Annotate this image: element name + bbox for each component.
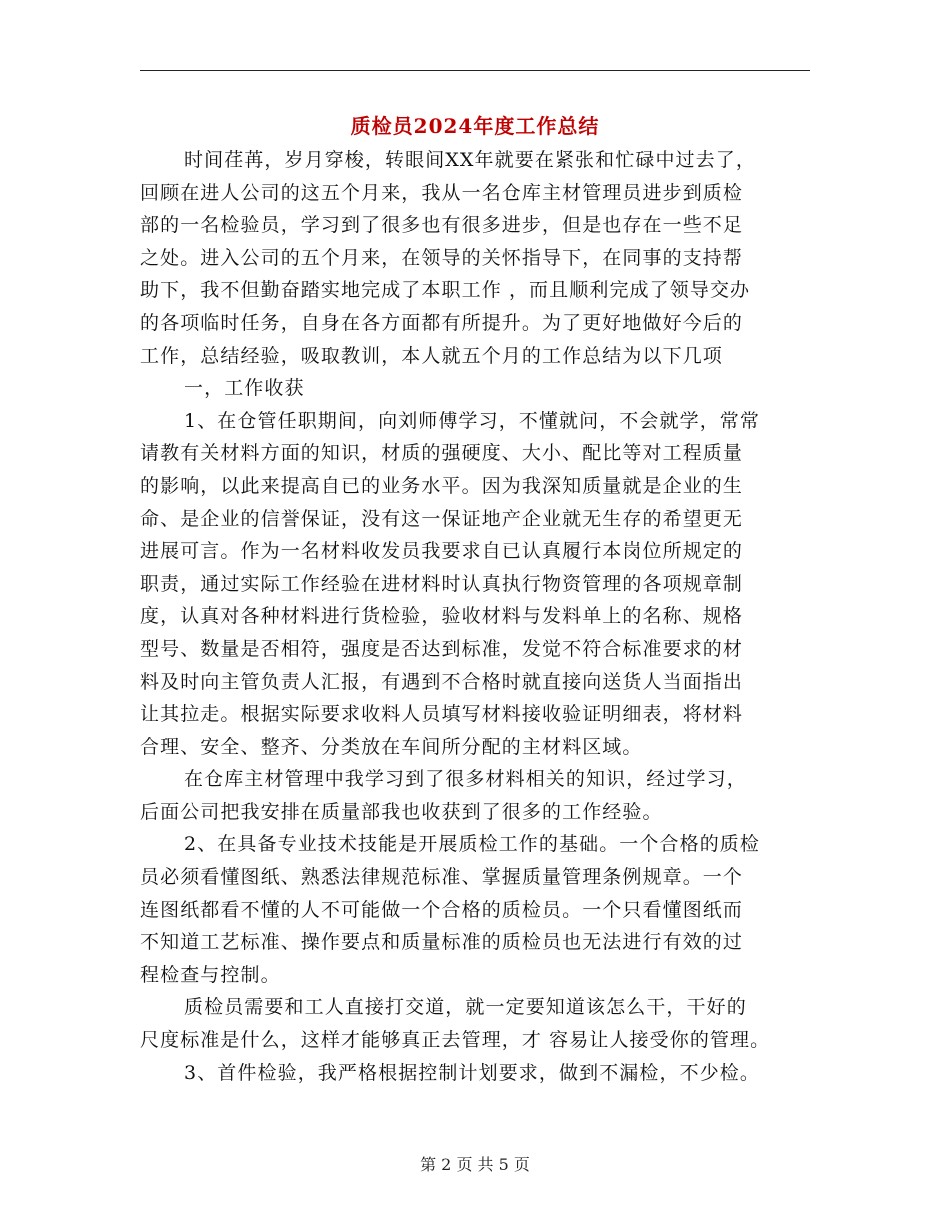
body-line: 1、在仓管任职期间，向刘师傅学习，不懂就问，不会就学，常常	[184, 409, 760, 432]
body-line: 职责，通过实际工作经验在进材料时认真执行物资管理的各项规章制	[140, 572, 744, 595]
body-line: 请教有关材料方面的知识，材质的强硬度、大小、配比等对工程质量	[140, 442, 744, 465]
document-title: 质检员2024年度工作总结	[350, 114, 600, 138]
body-line: 3、首件检验，我严格根据控制计划要求，做到不漏检，不少检。	[184, 1061, 760, 1084]
body-line: 尺度标准是什么，这样才能够真正去管理，才 容易让人接受你的管理。	[140, 1029, 771, 1052]
body-line: 工作，总结经验，吸取教训，本人就五个月的工作总结为以下几项	[140, 344, 723, 367]
document-body	[140, 144, 815, 1089]
body-line: 在仓库主材管理中我学习到了很多材料相关的知识，经过学习，	[184, 768, 747, 791]
body-line: 之处。进入公司的五个月来，在领导的关怀指导下，在同事的支持帮	[140, 246, 744, 269]
body-line: 型号、数量是否相符，强度是否达到标准，发觉不符合标准要求的材	[140, 637, 744, 660]
body-line: 后面公司把我安排在质量部我也收获到了很多的工作经验。	[140, 800, 663, 823]
body-line: 命、是企业的信誉保证，没有这一保证地产企业就无生存的希望更无	[140, 507, 744, 530]
body-line: 员必须看懂图纸、熟悉法律规范标准、掌握质量管理条例规章。一个	[140, 866, 744, 889]
body-line: 连图纸都看不懂的人不可能做一个合格的质检员。一个只看懂图纸而	[140, 898, 744, 921]
body-line: 时间荏苒，岁月穿梭，转眼间XX年就要在紧张和忙碌中过去了，	[184, 149, 756, 171]
body-line: 合理、安全、整齐、分类放在车间所分配的主材料区域。	[140, 735, 643, 758]
body-line: 质检员需要和工人直接打交道，就一定要知道该怎么干，干好的	[184, 996, 747, 1019]
page-number: 第 2 页 共 5 页	[420, 1155, 530, 1174]
header-rule	[140, 70, 810, 71]
body-line: 进展可言。作为一名材料收发员我要求自已认真履行本岗位所规定的	[140, 540, 744, 563]
section-heading: 一，工作收获	[184, 377, 305, 400]
body-line: 助下，我不但勤奋踏实地完成了本职工作 ，而且顺利完成了领导交办	[140, 279, 751, 302]
body-line: 的各项临时任务，自身在各方面都有所提升。为了更好地做好今后的	[140, 311, 744, 334]
body-line: 2、在具备专业技术技能是开展质检工作的基础。一个合格的质检	[184, 833, 760, 856]
body-line: 度，认真对各种材料进行货检验，验收材料与发料单上的名称、规格	[140, 605, 744, 628]
body-line: 回顾在进人公司的这五个月来，我从一名仓库主材管理员进步到质检	[140, 181, 744, 204]
body-line: 不知道工艺标准、操作要点和质量标准的质检员也无法进行有效的过	[140, 931, 744, 954]
body-line: 让其拉走。根据实际要求收料人员填写材料接收验证明细表，将材料	[140, 703, 744, 726]
body-line: 料及时向主管负责人汇报，有遇到不合格时就直接向送货人当面指出	[140, 670, 744, 693]
body-line: 的影响，以此来提高自已的业务水平。因为我深知质量就是企业的生	[140, 474, 744, 497]
body-line: 部的一名检验员，学习到了很多也有很多进步，但是也存在一些不足	[140, 214, 744, 237]
body-line: 程检查与控制。	[140, 963, 281, 986]
